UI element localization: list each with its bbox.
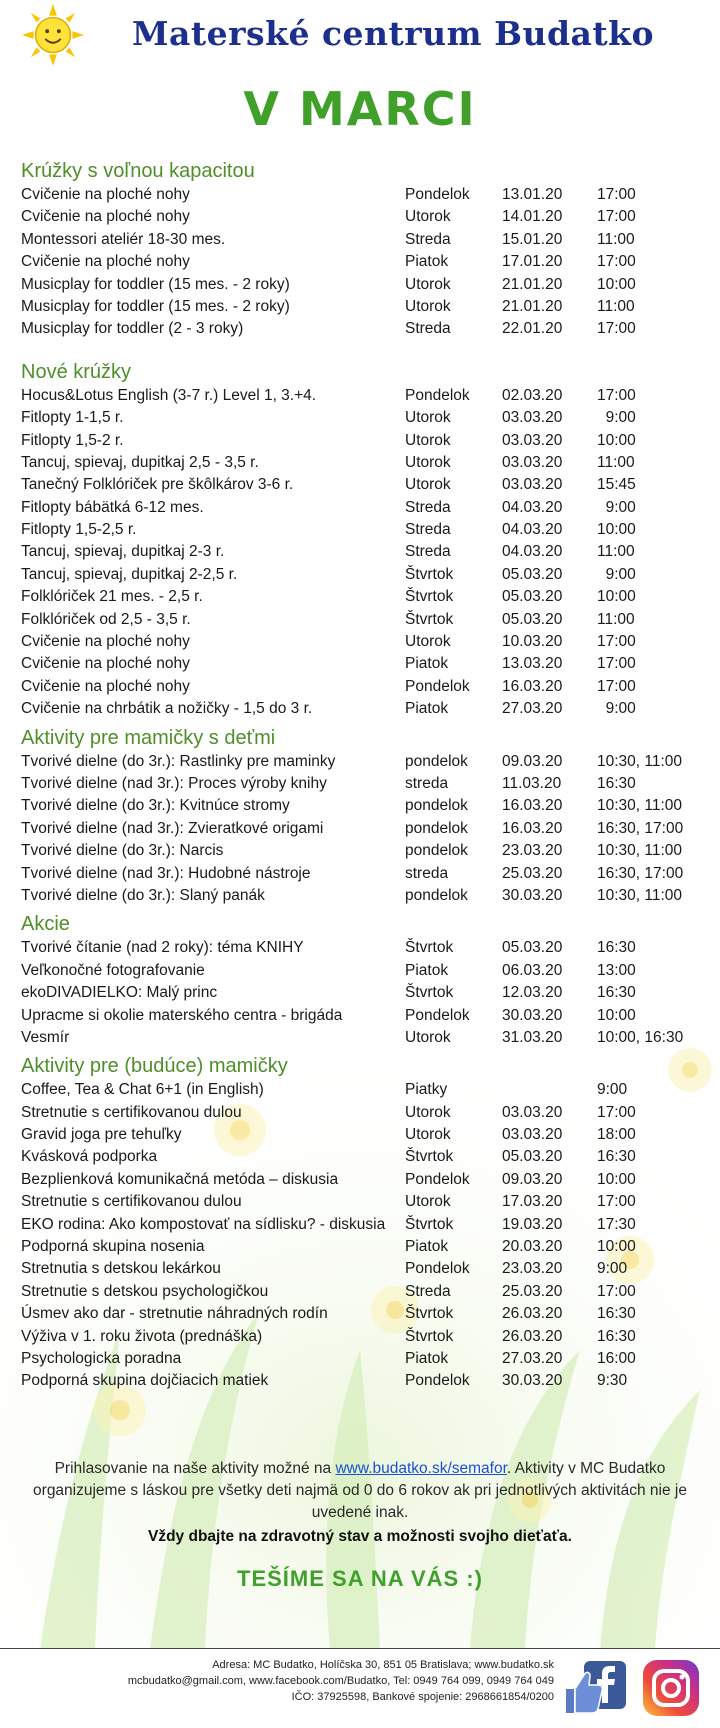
activity-time: 10:00: [597, 588, 636, 606]
activity-date: 05.03.20: [502, 565, 563, 583]
health-note: Vždy dbajte na zdravotný stav a možnosti svojho dieťaťa.: [148, 1528, 572, 1545]
activity-time: 17:30: [597, 1215, 636, 1233]
activity-date: 06.03.20: [502, 961, 563, 979]
activity-day: pondelok: [405, 752, 468, 770]
activity-day: Streda: [405, 1282, 451, 1300]
activity-name: Musicplay for toddler (15 mes. - 2 roky): [21, 297, 290, 315]
activity-time: 10:30, 11:00: [597, 842, 683, 860]
signup-link[interactable]: www.budatko.sk/semafor: [335, 1460, 507, 1477]
activity-time: 15:45: [597, 476, 636, 494]
activity-time: 16:30, 17:00: [597, 819, 684, 837]
activity-time: 16:30: [597, 1305, 636, 1323]
activity-date: 26.03.20: [502, 1327, 563, 1345]
activity-day: Utorok: [405, 297, 451, 315]
contact-info: [128, 1657, 554, 1705]
activity-day: Piatky: [405, 1081, 448, 1099]
schedule-row: [21, 407, 711, 429]
activity-day: Utorok: [405, 275, 451, 293]
activity-date: 05.03.20: [502, 610, 563, 628]
schedule-row: [21, 1169, 711, 1191]
activity-day: Utorok: [405, 431, 451, 449]
activity-name: Cvičenie na ploché nohy: [21, 253, 190, 271]
activity-name: Tvorivé dielne (do 3r.): Rastlinky pre maminky: [21, 752, 336, 770]
activity-name: EKO rodina: Ako kompostovať na sídlisku? - diskusia: [21, 1215, 386, 1233]
schedule-row: [21, 863, 711, 885]
contact-email-phone: mcbudatko@gmail.com, www.facebook.com/Budatko, Tel: 0949 764 099, 0949 764 049: [127, 1675, 554, 1687]
schedule-row: [21, 676, 711, 698]
activity-name: Výživa v 1. roku života (prednáška): [21, 1327, 263, 1345]
activity-name: Stretnutie s certifikovanou dulou: [21, 1193, 242, 1211]
activity-name: Cvičenie na ploché nohy: [21, 186, 190, 203]
activity-name: Stretnutie s certifikovanou dulou: [21, 1103, 242, 1121]
activity-time: 16:00: [597, 1349, 636, 1367]
activity-time: 11:00: [597, 297, 635, 315]
activity-name: Tvorivé dielne (do 3r.): Slaný panák: [21, 886, 265, 904]
schedule-row: [21, 430, 711, 452]
activity-date: 04.03.20: [502, 543, 563, 561]
section-title: Aktivity pre mamičky s deťmi: [21, 726, 276, 749]
activity-date: 20.03.20: [502, 1238, 563, 1256]
schedule-row: [21, 586, 711, 608]
schedule-row: [21, 1027, 711, 1049]
schedule-row: [21, 751, 711, 773]
activity-time: 13:00: [597, 961, 636, 979]
activity-name: Úsmev ako dar - stretnutie náhradných rodín: [21, 1305, 328, 1323]
activity-date: 13.01.20: [502, 186, 563, 203]
activity-name: Tanečný Folklóriček pre škôlkárov 3-6 r.: [21, 476, 294, 494]
activity-time: 10:00: [597, 521, 636, 539]
activity-day: Utorok: [405, 453, 451, 471]
activity-day: Pondelok: [405, 1170, 470, 1188]
activity-date: 03.03.20: [502, 453, 563, 471]
activity-date: 21.01.20: [502, 275, 563, 293]
activity-name: Kvásková podporka: [21, 1148, 158, 1166]
activity-name: Vesmír: [21, 1028, 70, 1046]
activity-date: 27.03.20: [502, 700, 563, 718]
activity-time: 16:30: [597, 984, 636, 1002]
activity-name: ekoDIVADIELKO: Malý princ: [21, 984, 218, 1002]
activity-name: Veľkonočné fotografovanie: [21, 961, 205, 979]
schedule-row: [21, 818, 711, 840]
activity-time: 11:00: [597, 610, 635, 628]
activity-name: Tvorivé dielne (do 3r.): Kvitnúce stromy: [21, 797, 290, 815]
schedule-row: [21, 274, 711, 296]
activity-name: Folklóriček od 2,5 - 3,5 r.: [21, 610, 191, 628]
activity-name: Folklóriček 21 mes. - 2,5 r.: [21, 588, 203, 606]
schedule-row: [21, 1214, 711, 1236]
activity-day: Utorok: [405, 1028, 451, 1046]
activity-time: 11:00: [597, 543, 635, 561]
activity-name: Coffee, Tea & Chat 6+1 (in English): [21, 1081, 264, 1099]
activity-day: streda: [405, 774, 449, 792]
schedule-row: [21, 1236, 711, 1258]
activity-day: Piatok: [405, 655, 449, 673]
activity-date: 23.03.20: [502, 1260, 563, 1278]
activity-time: 17:00: [597, 1282, 636, 1300]
activity-day: Utorok: [405, 1103, 451, 1121]
activity-date: 26.03.20: [502, 1305, 563, 1323]
activity-name: Tvorivé dielne (do 3r.): Narcis: [21, 842, 224, 860]
activity-date: 05.03.20: [502, 939, 563, 957]
activity-name: Musicplay for toddler (15 mes. - 2 roky): [21, 275, 290, 293]
activity-day: Štvrtok: [405, 610, 454, 628]
activity-name: Podporná skupina nosenia: [21, 1238, 205, 1256]
activity-day: Utorok: [405, 1126, 451, 1144]
activity-time: 16:30: [597, 774, 636, 792]
schedule-row: [21, 937, 711, 959]
activity-name: Montessori ateliér 18-30 mes.: [21, 230, 226, 248]
activity-date: 30.03.20: [502, 886, 563, 904]
activity-time: 9:00: [597, 1260, 628, 1278]
activity-name: Tancuj, spievaj, dupitkaj 2-3 r.: [21, 543, 225, 561]
activity-date: 11.03.20: [502, 774, 562, 792]
schedule-row: [21, 1146, 711, 1168]
activity-name: Cvičenie na ploché nohy: [21, 633, 190, 651]
activity-date: 19.03.20: [502, 1215, 563, 1233]
activity-day: Pondelok: [405, 1372, 470, 1390]
schedule-row: [21, 184, 711, 206]
activity-day: Pondelok: [405, 677, 470, 695]
activity-date: 04.03.20: [502, 521, 563, 539]
activity-day: Piatok: [405, 1238, 449, 1256]
activity-time: 17:00: [597, 320, 636, 338]
activity-name: Tancuj, spievaj, dupitkaj 2,5 - 3,5 r.: [21, 453, 259, 471]
activity-day: Utorok: [405, 208, 451, 226]
activity-name: Podporná skupina dojčiacich matiek: [21, 1372, 269, 1390]
activity-time: 10:00: [597, 275, 636, 293]
signup-info: [30, 1458, 690, 1524]
activity-day: Streda: [405, 230, 451, 248]
activity-day: Štvrtok: [405, 588, 454, 606]
activity-date: 03.03.20: [502, 1103, 563, 1121]
activity-day: Streda: [405, 521, 451, 539]
schedule-row: [21, 960, 711, 982]
activity-date: 27.03.20: [502, 1349, 563, 1367]
activity-name: Cvičenie na ploché nohy: [21, 677, 190, 695]
section-title: Aktivity pre (budúce) mamičky: [21, 1055, 288, 1078]
activity-date: 30.03.20: [502, 1006, 563, 1024]
activity-time: 17:00: [597, 677, 636, 695]
activity-time: 10:30, 11:00: [597, 752, 683, 770]
activity-name: Tancuj, spievaj, dupitkaj 2-2,5 r.: [21, 565, 238, 583]
schedule-row: [21, 564, 711, 586]
schedule-row: [21, 318, 711, 340]
activity-day: Piatok: [405, 961, 449, 979]
activity-date: 16.03.20: [502, 819, 563, 837]
activity-date: 05.03.20: [502, 588, 563, 606]
activity-time: 9:30: [597, 1372, 628, 1390]
activity-time: 17:00: [597, 1103, 636, 1121]
activity-day: Pondelok: [405, 386, 470, 404]
month-title: V MARCI: [243, 82, 477, 136]
activity-day: pondelok: [405, 886, 468, 904]
section-title: Akcie: [21, 913, 70, 936]
activity-name: Psychologicka poradna: [21, 1349, 182, 1367]
activity-time: 17:00: [597, 633, 636, 651]
schedule-row: [21, 885, 711, 907]
activity-time: 16:30: [597, 939, 636, 957]
instagram-icon[interactable]: [642, 1659, 700, 1717]
schedule-row: [21, 296, 711, 318]
sun-logo-icon: [22, 4, 84, 66]
activity-time: 9:00: [597, 409, 636, 427]
activity-day: Piatok: [405, 700, 449, 718]
activity-day: streda: [405, 864, 449, 882]
site-title: Materské centrum Budatko: [132, 14, 655, 53]
activity-day: Štvrtok: [405, 1148, 454, 1166]
schedule-row: [21, 653, 711, 675]
section-title: Krúžky s voľnou kapacitou: [21, 160, 255, 182]
section-title: Nové krúžky: [21, 360, 132, 383]
schedule-row: [21, 1370, 711, 1392]
activity-time: 16:30, 17:00: [597, 864, 684, 882]
activity-name: Fitlopty 1,5-2,5 r.: [21, 521, 137, 539]
activity-date: 14.01.20: [502, 208, 563, 226]
schedule-row: [21, 698, 711, 720]
schedule-row: [21, 519, 711, 541]
activity-day: Štvrtok: [405, 1327, 454, 1345]
activity-date: 03.03.20: [502, 431, 563, 449]
activity-date: 17.01.20: [502, 253, 563, 271]
activity-date: 31.03.20: [502, 1028, 563, 1046]
schedule-row: [21, 1102, 711, 1124]
schedule-row: [21, 474, 711, 496]
activity-day: Pondelok: [405, 186, 470, 203]
activity-day: Streda: [405, 498, 451, 516]
activity-time: 17:00: [597, 655, 636, 673]
activity-day: Pondelok: [405, 1006, 470, 1024]
activity-day: Piatok: [405, 1349, 449, 1367]
activity-date: 05.03.20: [502, 1148, 563, 1166]
activity-time: 17:00: [597, 253, 636, 271]
activity-name: Cvičenie na chrbátik a nožičky - 1,5 do 3 r.: [21, 700, 313, 718]
activity-time: 10:00: [597, 1006, 636, 1024]
activity-date: 30.03.20: [502, 1372, 563, 1390]
activity-time: 10:00: [597, 431, 636, 449]
schedule-row: [21, 1326, 711, 1348]
activity-day: Utorok: [405, 409, 451, 427]
activity-time: 11:00: [597, 230, 635, 248]
activity-name: Tvorivé čítanie (nad 2 roky): téma KNIHY: [21, 939, 304, 957]
activity-time: 16:30: [597, 1148, 636, 1166]
activity-time: 9:00: [597, 498, 636, 516]
schedule-row: [21, 1303, 711, 1325]
activity-date: 02.03.20: [502, 386, 563, 404]
schedule-content: [21, 158, 711, 1393]
activity-name: Bezplienková komunikačná metóda – diskusia: [21, 1170, 339, 1188]
activity-date: 04.03.20: [502, 498, 563, 516]
activity-day: pondelok: [405, 819, 468, 837]
activity-name: Tvorivé dielne (nad 3r.): Zvieratkové origami: [21, 819, 324, 837]
activity-date: 17.03.20: [502, 1193, 563, 1211]
signup-text-after: . Aktivity v MC Budatko organizujeme s láskou pre všetky deti najmä od 0 do 6 rokov ak pri jednotlivých aktivitách nie je uvedené inak.: [33, 1460, 687, 1521]
activity-date: 12.03.20: [502, 984, 563, 1002]
schedule-row: [21, 631, 711, 653]
activity-date: 15.01.20: [502, 230, 563, 248]
activity-time: 10:00: [597, 1170, 636, 1188]
activity-date: 23.03.20: [502, 842, 563, 860]
page-header: [0, 0, 720, 70]
activity-date: 09.03.20: [502, 752, 563, 770]
activity-day: Streda: [405, 320, 451, 338]
activity-date: 03.03.20: [502, 1126, 563, 1144]
schedule-row: [21, 795, 711, 817]
activity-time: 10:30, 11:00: [597, 886, 683, 904]
activity-date: 16.03.20: [502, 797, 563, 815]
activity-time: 16:30: [597, 1327, 636, 1345]
activity-name: Stretnutie s detskou psychologičkou: [21, 1282, 269, 1300]
activity-time: 18:00: [597, 1126, 636, 1144]
activity-date: 16.03.20: [502, 677, 563, 695]
activity-name: Tvorivé dielne (nad 3r.): Proces výroby knihy: [21, 774, 327, 792]
activity-time: 10:00, 16:30: [597, 1028, 684, 1046]
activity-time: 17:00: [597, 386, 636, 404]
activity-time: 9:00: [597, 700, 636, 718]
activity-time: 17:00: [597, 1193, 636, 1211]
activity-name: Cvičenie na ploché nohy: [21, 655, 190, 673]
activity-time: 10:00: [597, 1238, 636, 1256]
contact-bar: [0, 1648, 720, 1728]
activity-date: 22.01.20: [502, 320, 563, 338]
activity-day: pondelok: [405, 842, 468, 860]
activity-day: Piatok: [405, 253, 449, 271]
activity-day: Utorok: [405, 476, 451, 494]
activity-day: pondelok: [405, 797, 468, 815]
activity-name: Fitlopty 1-1,5 r.: [21, 409, 124, 427]
schedule-row: [21, 840, 711, 862]
activity-day: Utorok: [405, 1193, 451, 1211]
activity-date: 10.03.20: [502, 633, 563, 651]
activity-time: 17:00: [597, 186, 636, 203]
activity-name: Stretnutia s detskou lekárkou: [21, 1260, 221, 1278]
activity-date: 25.03.20: [502, 1282, 563, 1300]
activity-day: Štvrtok: [405, 984, 454, 1002]
activity-name: Tvorivé dielne (nad 3r.): Hudobné nástroje: [21, 864, 311, 882]
activity-name: Fitlopty bábätká 6-12 mes.: [21, 498, 204, 516]
schedule-row: [21, 229, 711, 251]
activity-day: Štvrtok: [405, 1305, 454, 1323]
activity-day: Streda: [405, 543, 451, 561]
closing-message: TEŠÍME SA NA VÁS :): [237, 1566, 483, 1591]
activity-name: Gravid joga pre tehuľky: [21, 1126, 182, 1144]
activity-time: 17:00: [597, 208, 636, 226]
activity-name: Musicplay for toddler (2 - 3 roky): [21, 320, 244, 338]
activity-date: 03.03.20: [502, 409, 563, 427]
activity-date: 09.03.20: [502, 1170, 563, 1188]
schedule-row: [21, 1124, 711, 1146]
activity-name: Hocus&Lotus English (3-7 r.) Level 1, 3.+4.: [21, 386, 317, 404]
activity-date: 21.01.20: [502, 297, 563, 315]
activity-day: Štvrtok: [405, 1215, 454, 1233]
schedule-row: [21, 1348, 711, 1370]
contact-address: Adresa: MC Budatko, Holíčska 30, 851 05 Bratislava; www.budatko.sk: [212, 1659, 554, 1671]
schedule-row: [21, 1005, 711, 1027]
schedule-row: [21, 206, 711, 228]
schedule-row: [21, 251, 711, 273]
activity-time: 9:00: [597, 1081, 628, 1099]
activity-day: Pondelok: [405, 1260, 470, 1278]
schedule-row: [21, 452, 711, 474]
activity-day: Štvrtok: [405, 939, 454, 957]
activity-day: Utorok: [405, 633, 451, 651]
signup-text-before: Prihlasovanie na naše aktivity možné na: [54, 1460, 336, 1477]
facebook-like-icon[interactable]: [562, 1659, 628, 1715]
activity-name: Upracme si okolie materského centra - brigáda: [21, 1006, 343, 1024]
section-gap: [21, 341, 711, 359]
schedule-row: [21, 385, 711, 407]
schedule-row: [21, 982, 711, 1004]
activity-date: 03.03.20: [502, 476, 563, 494]
schedule-row: [21, 1191, 711, 1213]
activity-name: Fitlopty 1,5-2 r.: [21, 431, 124, 449]
schedule-row: [21, 1079, 711, 1101]
schedule-row: [21, 1281, 711, 1303]
activity-time: 10:30, 11:00: [597, 797, 683, 815]
activity-name: Cvičenie na ploché nohy: [21, 208, 190, 226]
schedule-row: [21, 773, 711, 795]
schedule-row: [21, 497, 711, 519]
schedule-row: [21, 1258, 711, 1280]
activity-time: 11:00: [597, 453, 635, 471]
activity-date: 25.03.20: [502, 864, 563, 882]
activity-date: 13.03.20: [502, 655, 563, 673]
schedule-row: [21, 609, 711, 631]
activity-day: Štvrtok: [405, 565, 454, 583]
schedule-row: [21, 541, 711, 563]
contact-bank: IČO: 37925598, Bankové spojenie: 2968661854/0200: [291, 1691, 554, 1703]
activity-time: 9:00: [597, 565, 636, 583]
